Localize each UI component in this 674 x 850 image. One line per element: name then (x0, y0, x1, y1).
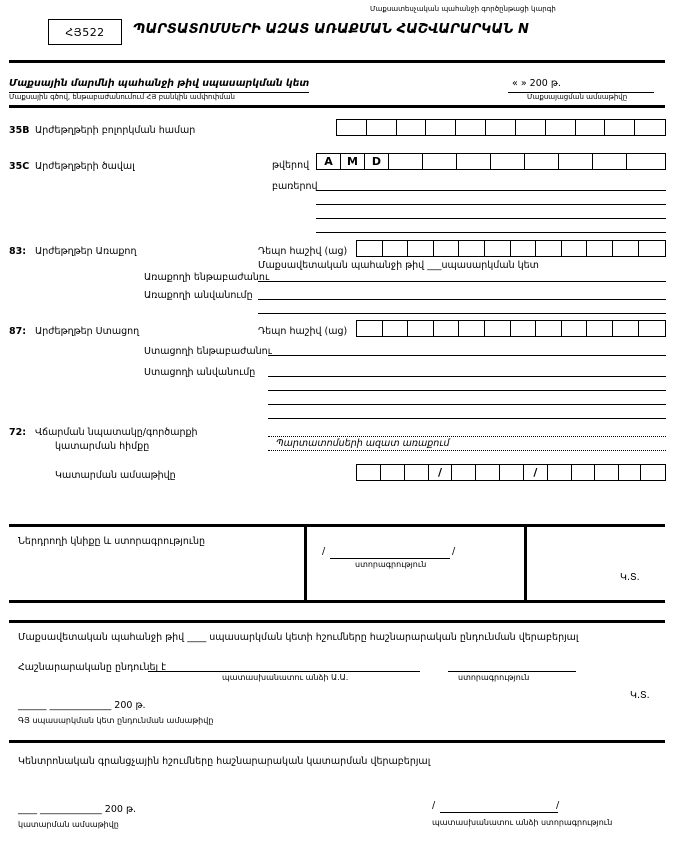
row-35c-amount-cells[interactable] (316, 153, 666, 170)
grid-cell[interactable] (434, 241, 460, 256)
row-72-label-line2: կատարման հիմքը (55, 441, 150, 452)
middle-date-caption: ԳՅ սպասարկման կետ ընդունման ամսաթիվը (18, 716, 214, 725)
row-72-rule-0[interactable] (268, 436, 666, 437)
grid-cell[interactable] (605, 120, 635, 135)
grid-cell[interactable] (613, 321, 639, 336)
row-72-date-label: Կատարման ամսաթիվը (55, 470, 176, 481)
middle-caption-right: ստորագրություն (458, 673, 530, 682)
row-83-line3-rule[interactable] (258, 313, 666, 314)
grid-cell[interactable] (639, 321, 665, 336)
row-87-line2-rule[interactable] (268, 376, 666, 377)
words-line-2[interactable] (316, 204, 666, 205)
row-87-account-cells[interactable] (356, 320, 666, 337)
row-35c-code: 35C (9, 161, 30, 172)
grid-cell[interactable] (357, 241, 383, 256)
grid-cell[interactable] (536, 321, 562, 336)
rule-signature-vert-2 (524, 524, 527, 603)
row-87-label: Արժեթղթեր Ստացող (35, 326, 140, 337)
row-87-line1-rule[interactable] (268, 355, 666, 356)
bottom-sign-caption: պատասխանատու անձի ստորագրություն (432, 818, 613, 827)
subheader-left: Մաքսային մարմնի պահանջի թիվ սպասարկման կետ (9, 78, 310, 89)
date-cell[interactable] (641, 465, 665, 480)
grid-cell[interactable] (546, 120, 576, 135)
rule-signature-bottom (9, 600, 665, 603)
date-cell[interactable] (452, 465, 476, 480)
date-cell[interactable] (357, 465, 381, 480)
row-83-account-label: Դեպո հաշիվ (աց) (258, 246, 348, 257)
grid-cell[interactable] (459, 241, 485, 256)
grid-cell[interactable] (587, 321, 613, 336)
grid-cell[interactable] (511, 241, 537, 256)
words-line-1[interactable] (316, 190, 666, 191)
row-35b-cells[interactable] (336, 119, 666, 136)
amount-cell[interactable] (627, 154, 657, 169)
grid-cell[interactable] (516, 120, 546, 135)
row-72-purpose-text: Պարտատոմսերի ազատ առաքում (276, 438, 450, 449)
rule-signature-vert-1 (304, 524, 307, 603)
row-87-line1-label: Ստացողի ենթաբաժանու (144, 346, 272, 357)
grid-cell[interactable] (562, 241, 588, 256)
signature-slash-left: / (322, 546, 326, 557)
middle-sign-rule[interactable] (448, 671, 576, 672)
grid-cell[interactable] (357, 321, 383, 336)
words-line-3[interactable] (316, 218, 666, 219)
grid-cell[interactable] (485, 321, 511, 336)
row-87-line3-rule[interactable] (268, 390, 666, 391)
words-line-4[interactable] (316, 232, 666, 233)
grid-cell[interactable] (587, 241, 613, 256)
row-83-label: Արժեթղթեր Առաքող (35, 246, 137, 257)
grid-cell[interactable] (562, 321, 588, 336)
row-83-line1-rule[interactable] (258, 281, 666, 282)
grid-cell[interactable] (456, 120, 486, 135)
grid-cell[interactable] (635, 120, 665, 135)
grid-cell[interactable] (576, 120, 606, 135)
subheader-date-caption: Մաքսայացման ամսաթիվը (527, 93, 628, 101)
grid-cell[interactable] (511, 321, 537, 336)
row-87-account-label: Դեպո հաշիվ (աց) (258, 326, 348, 337)
row-83-line2-label: Առաքողի անվանումը (144, 290, 253, 301)
rule-bottom-top (9, 740, 665, 743)
grid-cell[interactable] (536, 241, 562, 256)
signature-stamp: Կ.Տ. (620, 572, 640, 583)
subheader-left-caption: Մաքսային գծով, ենթաբաժանումում ՀՅ բանկին ամփոփման (9, 93, 235, 101)
row-87-code: 87: (9, 326, 27, 337)
amount-cell[interactable] (593, 154, 627, 169)
grid-cell[interactable] (613, 241, 639, 256)
date-separator-1: / (429, 465, 453, 480)
rule-middle-top (9, 620, 665, 623)
signature-caption: ստորագրություն (355, 560, 427, 569)
row-35c-sub2: բառերով (272, 181, 318, 192)
header-top-right-note: Մաքսատեսչական պահանջի գործընթացի կարգի (370, 5, 556, 13)
amd-letter-a: A (317, 154, 341, 169)
date-cell[interactable] (619, 465, 641, 480)
subheader-date: « » 200 թ. (512, 78, 561, 89)
row-87-line5-rule[interactable] (268, 418, 666, 419)
form-title: ՊԱՐՏԱՏՈՄՍԵՐԻ ԱԶԱՏ ԱՌԱՔՄԱՆ ՀԱՇՎԱՐԱՐԿԱՆ N (133, 22, 529, 37)
date-cell[interactable] (548, 465, 572, 480)
grid-cell[interactable] (408, 321, 434, 336)
grid-cell[interactable] (397, 120, 427, 135)
date-cell[interactable] (572, 465, 596, 480)
row-83-line1-label: Առաքողի ենթաբաժանու (144, 272, 270, 283)
signature-rule[interactable] (330, 558, 450, 559)
row-35b-code: 35B (9, 125, 30, 136)
rule-signature-top (9, 524, 665, 527)
signature-left-label: Ներդրողի կնիքը և ստորագրությունը (18, 536, 206, 547)
row-87-line2-label: Ստացողի անվանումը (144, 367, 256, 378)
form-code-box: ՀՅ522 (48, 19, 122, 45)
row-87-line4-rule[interactable] (268, 404, 666, 405)
row-35c-sub1: թվերով (272, 160, 310, 171)
amount-cell[interactable] (491, 154, 525, 169)
amd-letter-m: M (341, 154, 365, 169)
date-cell[interactable] (500, 465, 524, 480)
bottom-slash-right: / (556, 800, 560, 811)
rule-under-subheader (9, 105, 665, 108)
amount-cell[interactable] (389, 154, 423, 169)
grid-cell[interactable] (383, 321, 409, 336)
date-separator-2: / (524, 465, 548, 480)
date-cell[interactable] (476, 465, 500, 480)
date-cell[interactable] (595, 465, 619, 480)
bottom-date-caption: կատարման ամսաթիվը (18, 820, 119, 829)
date-cell[interactable] (405, 465, 429, 480)
row-35c-label: Արժեթղթերի ծավալ (35, 161, 135, 172)
row-83-note: Մաքսավետական պահանջի թիվ ___սպասարկման կետ (258, 260, 539, 271)
middle-date-line[interactable]: ______ _____________ 200 թ. (18, 700, 146, 711)
grid-cell[interactable] (459, 321, 485, 336)
row-35b-label: Արժեթղթերի բոլորկման համար (35, 125, 196, 136)
bottom-slash-left: / (432, 800, 436, 811)
date-cell[interactable] (381, 465, 405, 480)
amount-cell[interactable] (559, 154, 593, 169)
middle-caption-left: պատասխանատու անձի Ա.Ա. (222, 673, 349, 682)
row-83-line2-rule[interactable] (258, 299, 666, 300)
row-83-code: 83: (9, 246, 27, 257)
middle-stamp: Կ.Տ. (630, 690, 650, 701)
middle-line2: Հաշնարարականը ընդունել է (18, 662, 166, 673)
row-72-rule-1[interactable] (268, 450, 666, 451)
grid-cell[interactable] (434, 321, 460, 336)
grid-cell[interactable] (426, 120, 456, 135)
amount-cell[interactable] (525, 154, 559, 169)
middle-line1: Մաքսավետական պահանջի թիվ ____ սպասարկման կետի հշումները հաշնարարական ընդունման վերաբերյալ (18, 632, 579, 643)
amd-letter-d: D (365, 154, 389, 169)
grid-cell[interactable] (337, 120, 367, 135)
signature-slash-right: / (452, 546, 456, 557)
rule-top (9, 60, 665, 63)
grid-cell[interactable] (639, 241, 665, 256)
amount-cell[interactable] (423, 154, 457, 169)
row-72-date-cells[interactable] (356, 464, 666, 481)
grid-cell[interactable] (367, 120, 397, 135)
grid-cell[interactable] (408, 241, 434, 256)
bottom-date-line[interactable]: ____ _____________ 200 թ. (18, 804, 136, 815)
grid-cell[interactable] (383, 241, 409, 256)
middle-name-rule[interactable] (148, 671, 420, 672)
row-83-account-cells[interactable] (356, 240, 666, 257)
bottom-line1: Կենտրոնական գրանցչային հշումները հաշնարարական կատարման վերաբերյալ (18, 756, 431, 767)
row-72-code: 72: (9, 427, 27, 438)
grid-cell[interactable] (486, 120, 516, 135)
bottom-sign-rule[interactable] (440, 812, 558, 813)
amount-cell[interactable] (457, 154, 491, 169)
grid-cell[interactable] (485, 241, 511, 256)
row-72-label-line1: Վճարման նպատակը/գործարքի (35, 427, 198, 438)
